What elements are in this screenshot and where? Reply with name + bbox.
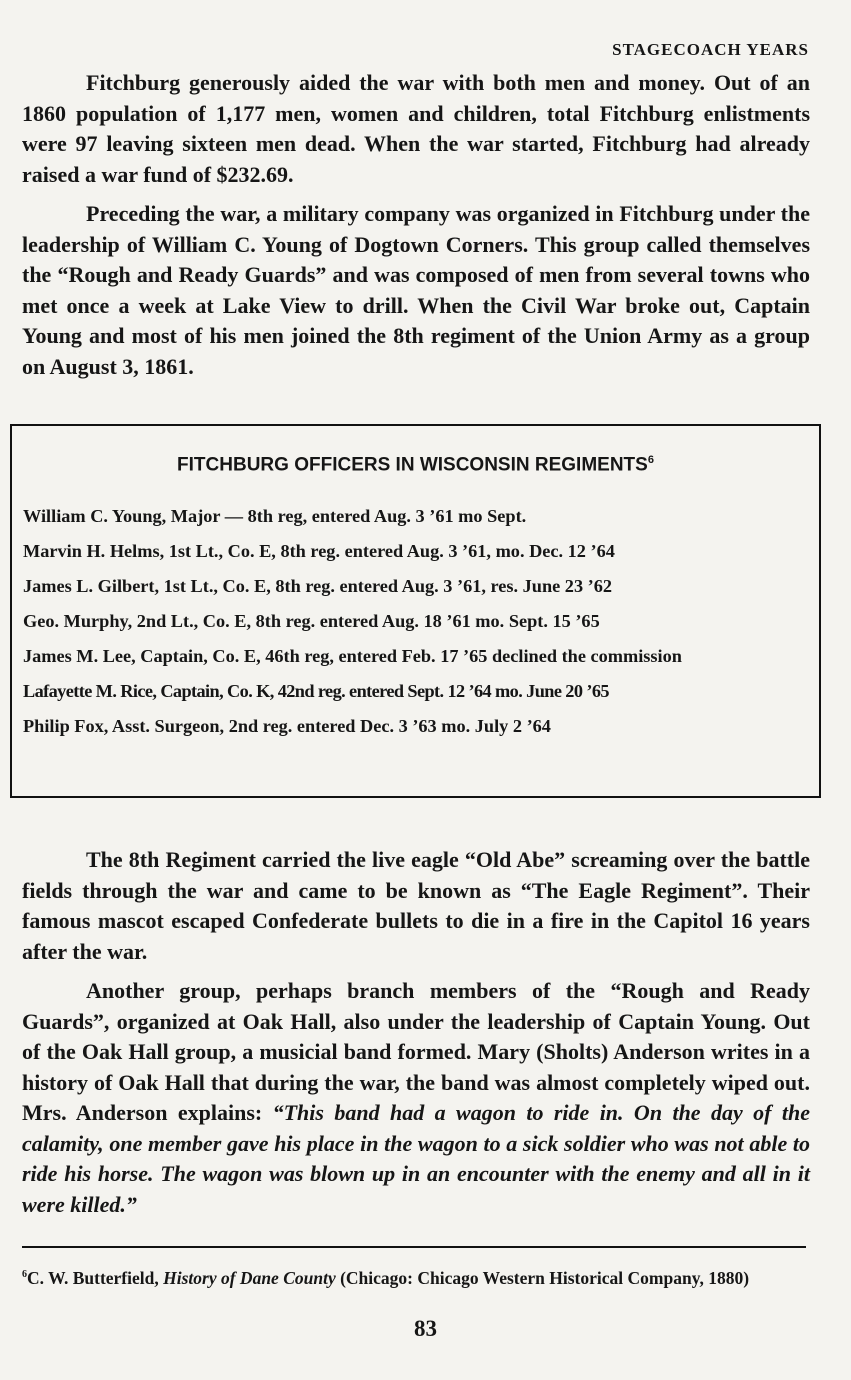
- officer-list: [23, 504, 811, 749]
- footnote-mark: 6: [22, 1269, 27, 1280]
- officer-entry: Geo. Murphy, 2nd Lt., Co. E, 8th reg. entered Aug. 18 ’61 mo. Sept. 15 ’65: [23, 611, 600, 631]
- officers-sidebar-box: [10, 424, 821, 798]
- officer-entry: Lafayette M. Rice, Captain, Co. K, 42nd reg. entered Sept. 12 ’64 mo. June 20 ’65: [23, 681, 609, 701]
- officer-entry: James L. Gilbert, 1st Lt., Co. E, 8th reg. entered Aug. 3 ’61, res. June 23 ’62: [23, 576, 613, 596]
- footnote-publication: (Chicago: Chicago Western Historical Company, 1880): [335, 1267, 750, 1288]
- oak-hall-lead-text: Another group, perhaps branch members of the “Rough and Ready Guards”, organized at Oak Hall, also under the leadership of Captain Young. Out of the Oak Hall group, a musicial band formed. Mary (Sholts) Anderson writes in a history of Oak Hall that during the war, the band was almost completely wiped out. Mrs. Anderson explains:: [22, 978, 810, 1125]
- body-text-bottom: [22, 845, 810, 1229]
- officer-entry: William C. Young, Major — 8th reg, entered Aug. 3 ’61 mo Sept.: [23, 506, 527, 526]
- footnote-divider: [22, 1246, 806, 1248]
- anderson-quote: “This band had a wagon to ride in. On the day of the calamity, one member gave his place in the wagon to a sick soldier who was not able to ride his horse. The wagon was blown up in an encounter with the enemy and all in it were killed.”: [22, 1100, 810, 1217]
- officers-box-title: [12, 454, 819, 476]
- running-head: STAGECOACH YEARS: [612, 40, 809, 59]
- paragraph-eagle-regiment: The 8th Regiment carried the live eagle “Old Abe” screaming over the battle fields through the war and came to be known as “The Eagle Regiment”. Their famous mascot escaped Confederate bullets to die in a fire in the Capitol 16 years after the war.: [22, 847, 810, 964]
- page-number: 83: [414, 1316, 437, 1341]
- paragraph-rough-ready-guards: Preceding the war, a military company was organized in Fitchburg under the leadership of William C. Young of Dogtown Corners. This group called themselves the “Rough and Ready Guards” and was composed of men from several towns who met once a week at Lake View to drill. When the Civil War broke out, Captain Young and most of his men joined the 8th regiment of the Union Army as a group on August 3, 1861.: [22, 201, 810, 379]
- paragraph-war-aid: Fitchburg generously aided the war with both men and money. Out of an 1860 population of 1,177 men, women and children, total Fitchburg enlistments were 97 leaving sixteen men dead. When the war started, Fitchburg had already raised a war fund of $232.69.: [22, 70, 810, 187]
- officers-title-text: FITCHBURG OFFICERS IN WISCONSIN REGIMENTS: [177, 454, 648, 476]
- body-text-top: [22, 68, 810, 391]
- paragraph-oak-hall: [22, 976, 810, 1220]
- officer-entry: Philip Fox, Asst. Surgeon, 2nd reg. entered Dec. 3 ’63 mo. July 2 ’64: [23, 716, 551, 736]
- officer-entry: Marvin H. Helms, 1st Lt., Co. E, 8th reg. entered Aug. 3 ’61, mo. Dec. 12 ’64: [23, 541, 615, 561]
- officer-entry: James M. Lee, Captain, Co. E, 46th reg, entered Feb. 17 ’65 declined the commission: [23, 646, 682, 666]
- footnote-author: C. W. Butterfield,: [27, 1267, 164, 1288]
- footnote: [22, 1264, 808, 1289]
- footnote-reference-mark: 6: [647, 454, 654, 466]
- footnote-book-title: History of Dane County: [163, 1267, 336, 1288]
